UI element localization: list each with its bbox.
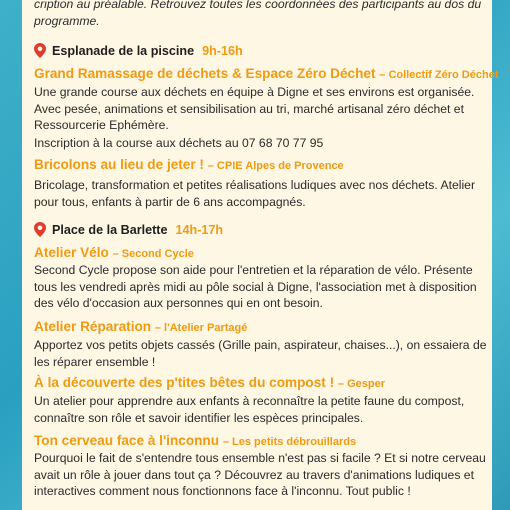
- map-pin-icon: [34, 222, 46, 237]
- map-pin-icon: [34, 43, 46, 58]
- event-description: Second Cycle propose son aide pour l'entretien et la réparation de vélo. Présente tous les vendredi après midi au pôle social à Digne, l'association met à disposition des vélo d'occasion aux personnes qui en ont besoin.: [34, 263, 477, 311]
- event-organizer: – l'Atelier Partagé: [154, 322, 248, 334]
- location-time: 9h-16h: [202, 43, 243, 58]
- event-organizer: – Les petits débrouillards: [222, 436, 357, 448]
- event-title-text: Grand Ramassage de déchets & Espace Zéro Déchet: [34, 66, 376, 81]
- event-description: Un atelier pour apprendre aux enfants à reconnaître la petite faune du compost, connaître son rôle et savoir identifier les espèces principales.: [34, 394, 465, 425]
- event-description: Apportez vos petits objets cassés (Grille pain, aspirateur, chaises...), on essaiera de les réparer ensemble !: [34, 338, 487, 369]
- event-title: [34, 66, 498, 81]
- event-organizer: – Second Cycle: [112, 248, 194, 260]
- event-title-text: Atelier Réparation: [34, 319, 152, 334]
- event-organizer: – Gesper: [337, 378, 385, 390]
- event-description: Pourquoi le fait de s'entendre tous ensemble n'est pas si facile ? Et si notre cerveau avait un rôle à jouer dans tout ça ? Découvrez au travers d'animations ludiques et interactives comment nous fonctionnons face à l'inconnu. Tout public !: [34, 451, 486, 499]
- event-title: [34, 319, 247, 334]
- event-description: Une grande course aux déchets en équipe à Digne et ses environs est organisée. Avec pesée, animations et sensibilisation au tri, marché artisanal zéro déchet et Ressourcerie Ephémère.: [34, 85, 475, 133]
- event-title-text: Atelier Vélo: [34, 245, 109, 260]
- location-name: Place de la Barlette: [52, 222, 168, 237]
- location-heading: [34, 222, 223, 237]
- location-name: Esplanade de la piscine: [52, 43, 195, 58]
- event-title: [34, 157, 344, 172]
- event-title: [34, 375, 385, 390]
- location-heading: [34, 43, 243, 58]
- event-organizer: – CPIE Alpes de Provence: [207, 160, 344, 172]
- location-time: 14h-17h: [175, 222, 224, 237]
- event-title-text: À la découverte des p'tites bêtes du compost !: [34, 375, 335, 390]
- event-title-text: Ton cerveau face à l'inconnu: [34, 433, 220, 448]
- event-title: [34, 433, 356, 448]
- intro-text: cription au préalable. Retrouvez toutes les coordonnées des participants au dos du programme.: [34, 0, 482, 28]
- event-title-text: Bricolons au lieu de jeter !: [34, 157, 204, 172]
- event-title: [34, 245, 194, 260]
- event-extra: Inscription à la course aux déchets au 07 68 70 77 95: [34, 136, 324, 150]
- event-organizer: – Collectif Zéro Déchet: [379, 69, 499, 81]
- event-description: Bricolage, transformation et petites réalisations ludiques avec nos déchets. Atelier pour tous, enfants à partir de 6 ans accompagnés.: [34, 178, 476, 209]
